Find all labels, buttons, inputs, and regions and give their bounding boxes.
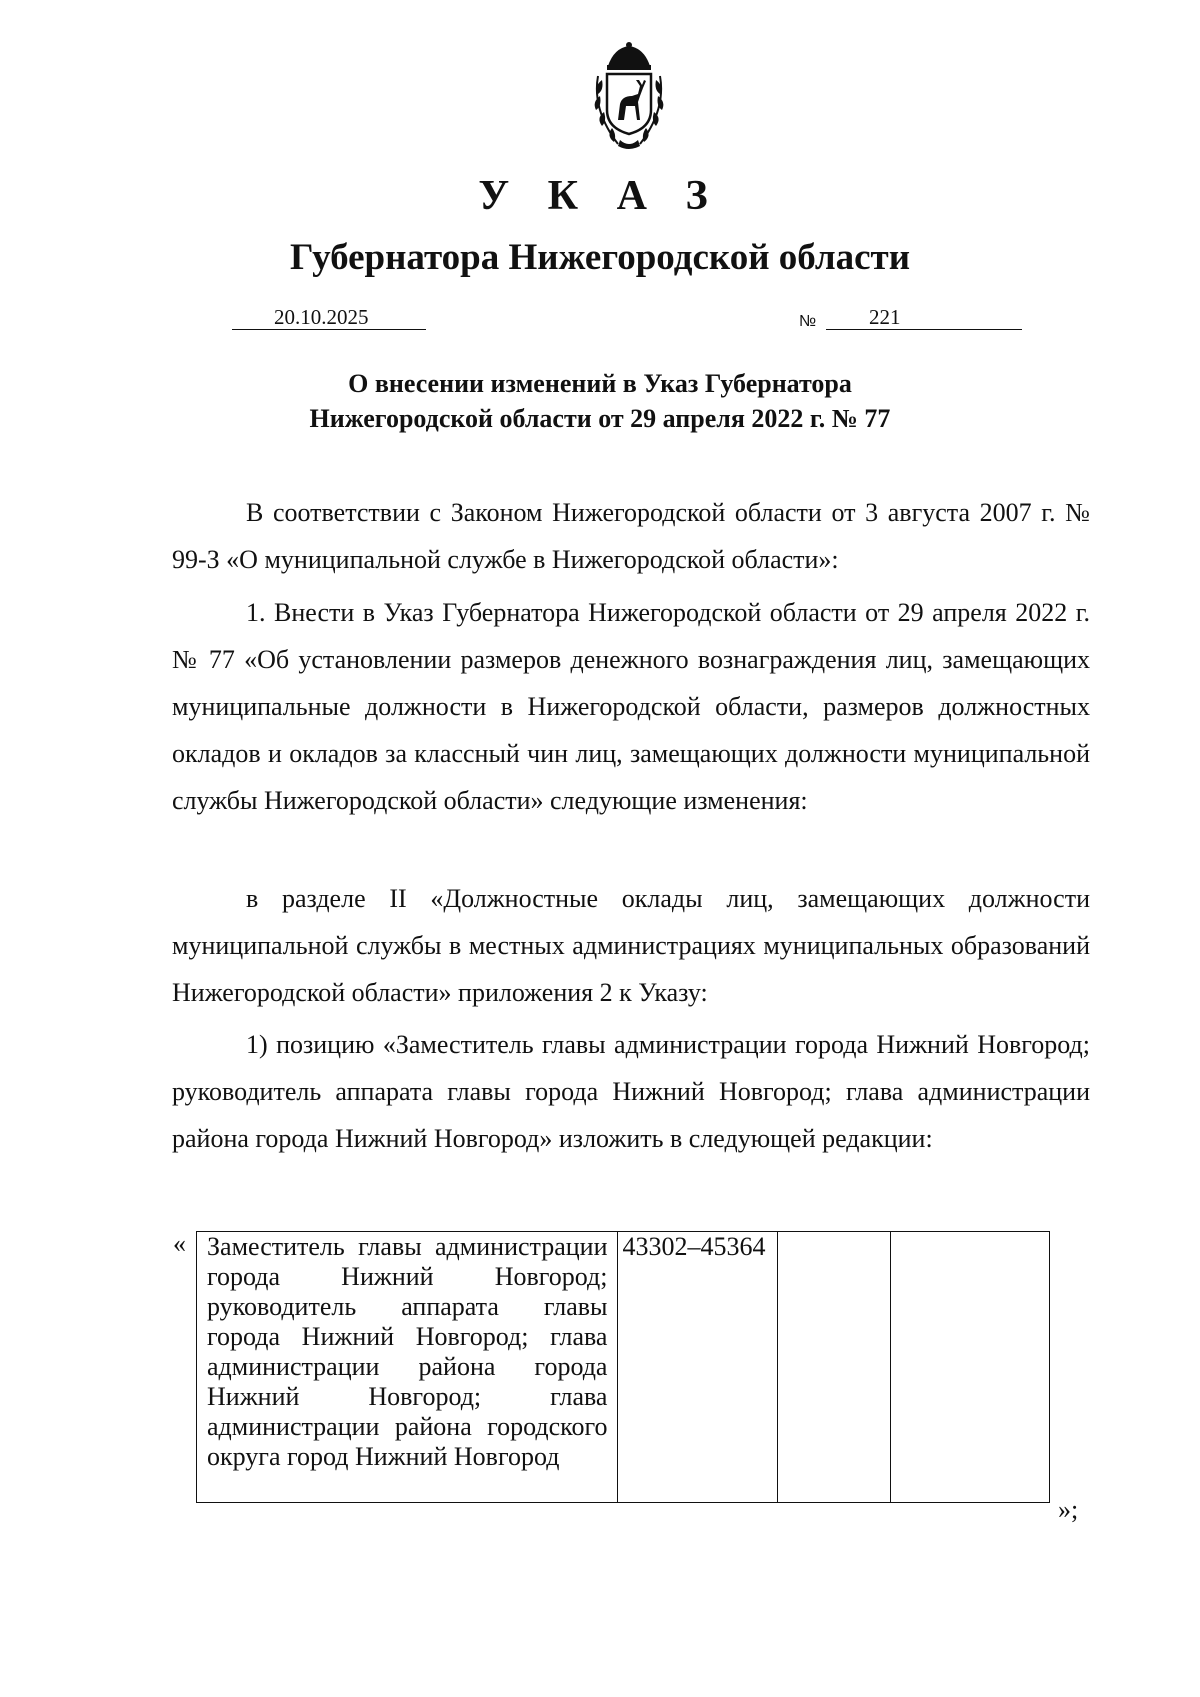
document-number — [826, 305, 1022, 330]
heading-line-1: О внесении изменений в Указ Губернатора — [348, 369, 852, 398]
document-date-value: 20.10.2025 — [274, 305, 369, 329]
empty-cell-3 — [777, 1232, 890, 1503]
number-label: № — [799, 313, 817, 330]
table-row — [197, 1232, 1050, 1503]
issuer-title: Губернатора Нижегородской области — [289, 237, 911, 278]
heading-line-2: Нижегородской области от 29 апреля 2022 г. № 77 — [309, 404, 891, 433]
document-heading — [0, 366, 1200, 436]
document-date — [232, 305, 426, 330]
empty-cell-4 — [890, 1232, 1049, 1503]
document-number-value: 221 — [869, 305, 901, 329]
table-close-quote: »; — [1058, 1495, 1079, 1524]
position-cell: Заместитель главы администрации города Нижний Новгород; руководитель аппарата главы города Нижний Новгород; глава администрации района города Нижний Новгород; глава администрации района городского округа город Нижний Новгород — [197, 1232, 618, 1503]
salary-cell: 43302–45364 — [618, 1232, 777, 1503]
table-open-quote: « — [173, 1229, 186, 1258]
amendment-table — [196, 1231, 1050, 1503]
item-1-paragraph: 1. Внести в Указ Губернатора Нижегородской области от 29 апреля 2022 г. № 77 «Об установлении размеров денежного вознаграждения лиц, замещающих муниципальные должности в Нижегородской области, размеров должностных окладов и окладов за классный чин лиц, замещающих должности муниципальной службы Нижегородской области» следующие изменения: — [172, 598, 1090, 815]
document-type-title: У К А З — [478, 173, 722, 219]
coat-of-arms-icon — [574, 40, 684, 152]
subitem-1-paragraph: 1) позицию «Заместитель главы администрации города Нижний Новгород; руководитель аппарата главы города Нижний Новгород; глава администрации района города Нижний Новгород» изложить в следующей редакции: — [172, 1030, 1090, 1153]
section-paragraph: в разделе II «Должностные оклады лиц, замещающих должности муниципальной службы в местных администрациях муниципальных образований Нижегородской области» приложения 2 к Указу: — [172, 884, 1090, 1007]
preamble-paragraph: В соответствии с Законом Нижегородской области от 3 августа 2007 г. № 99-З «О муниципальной службе в Нижегородской области»: — [172, 498, 1090, 574]
